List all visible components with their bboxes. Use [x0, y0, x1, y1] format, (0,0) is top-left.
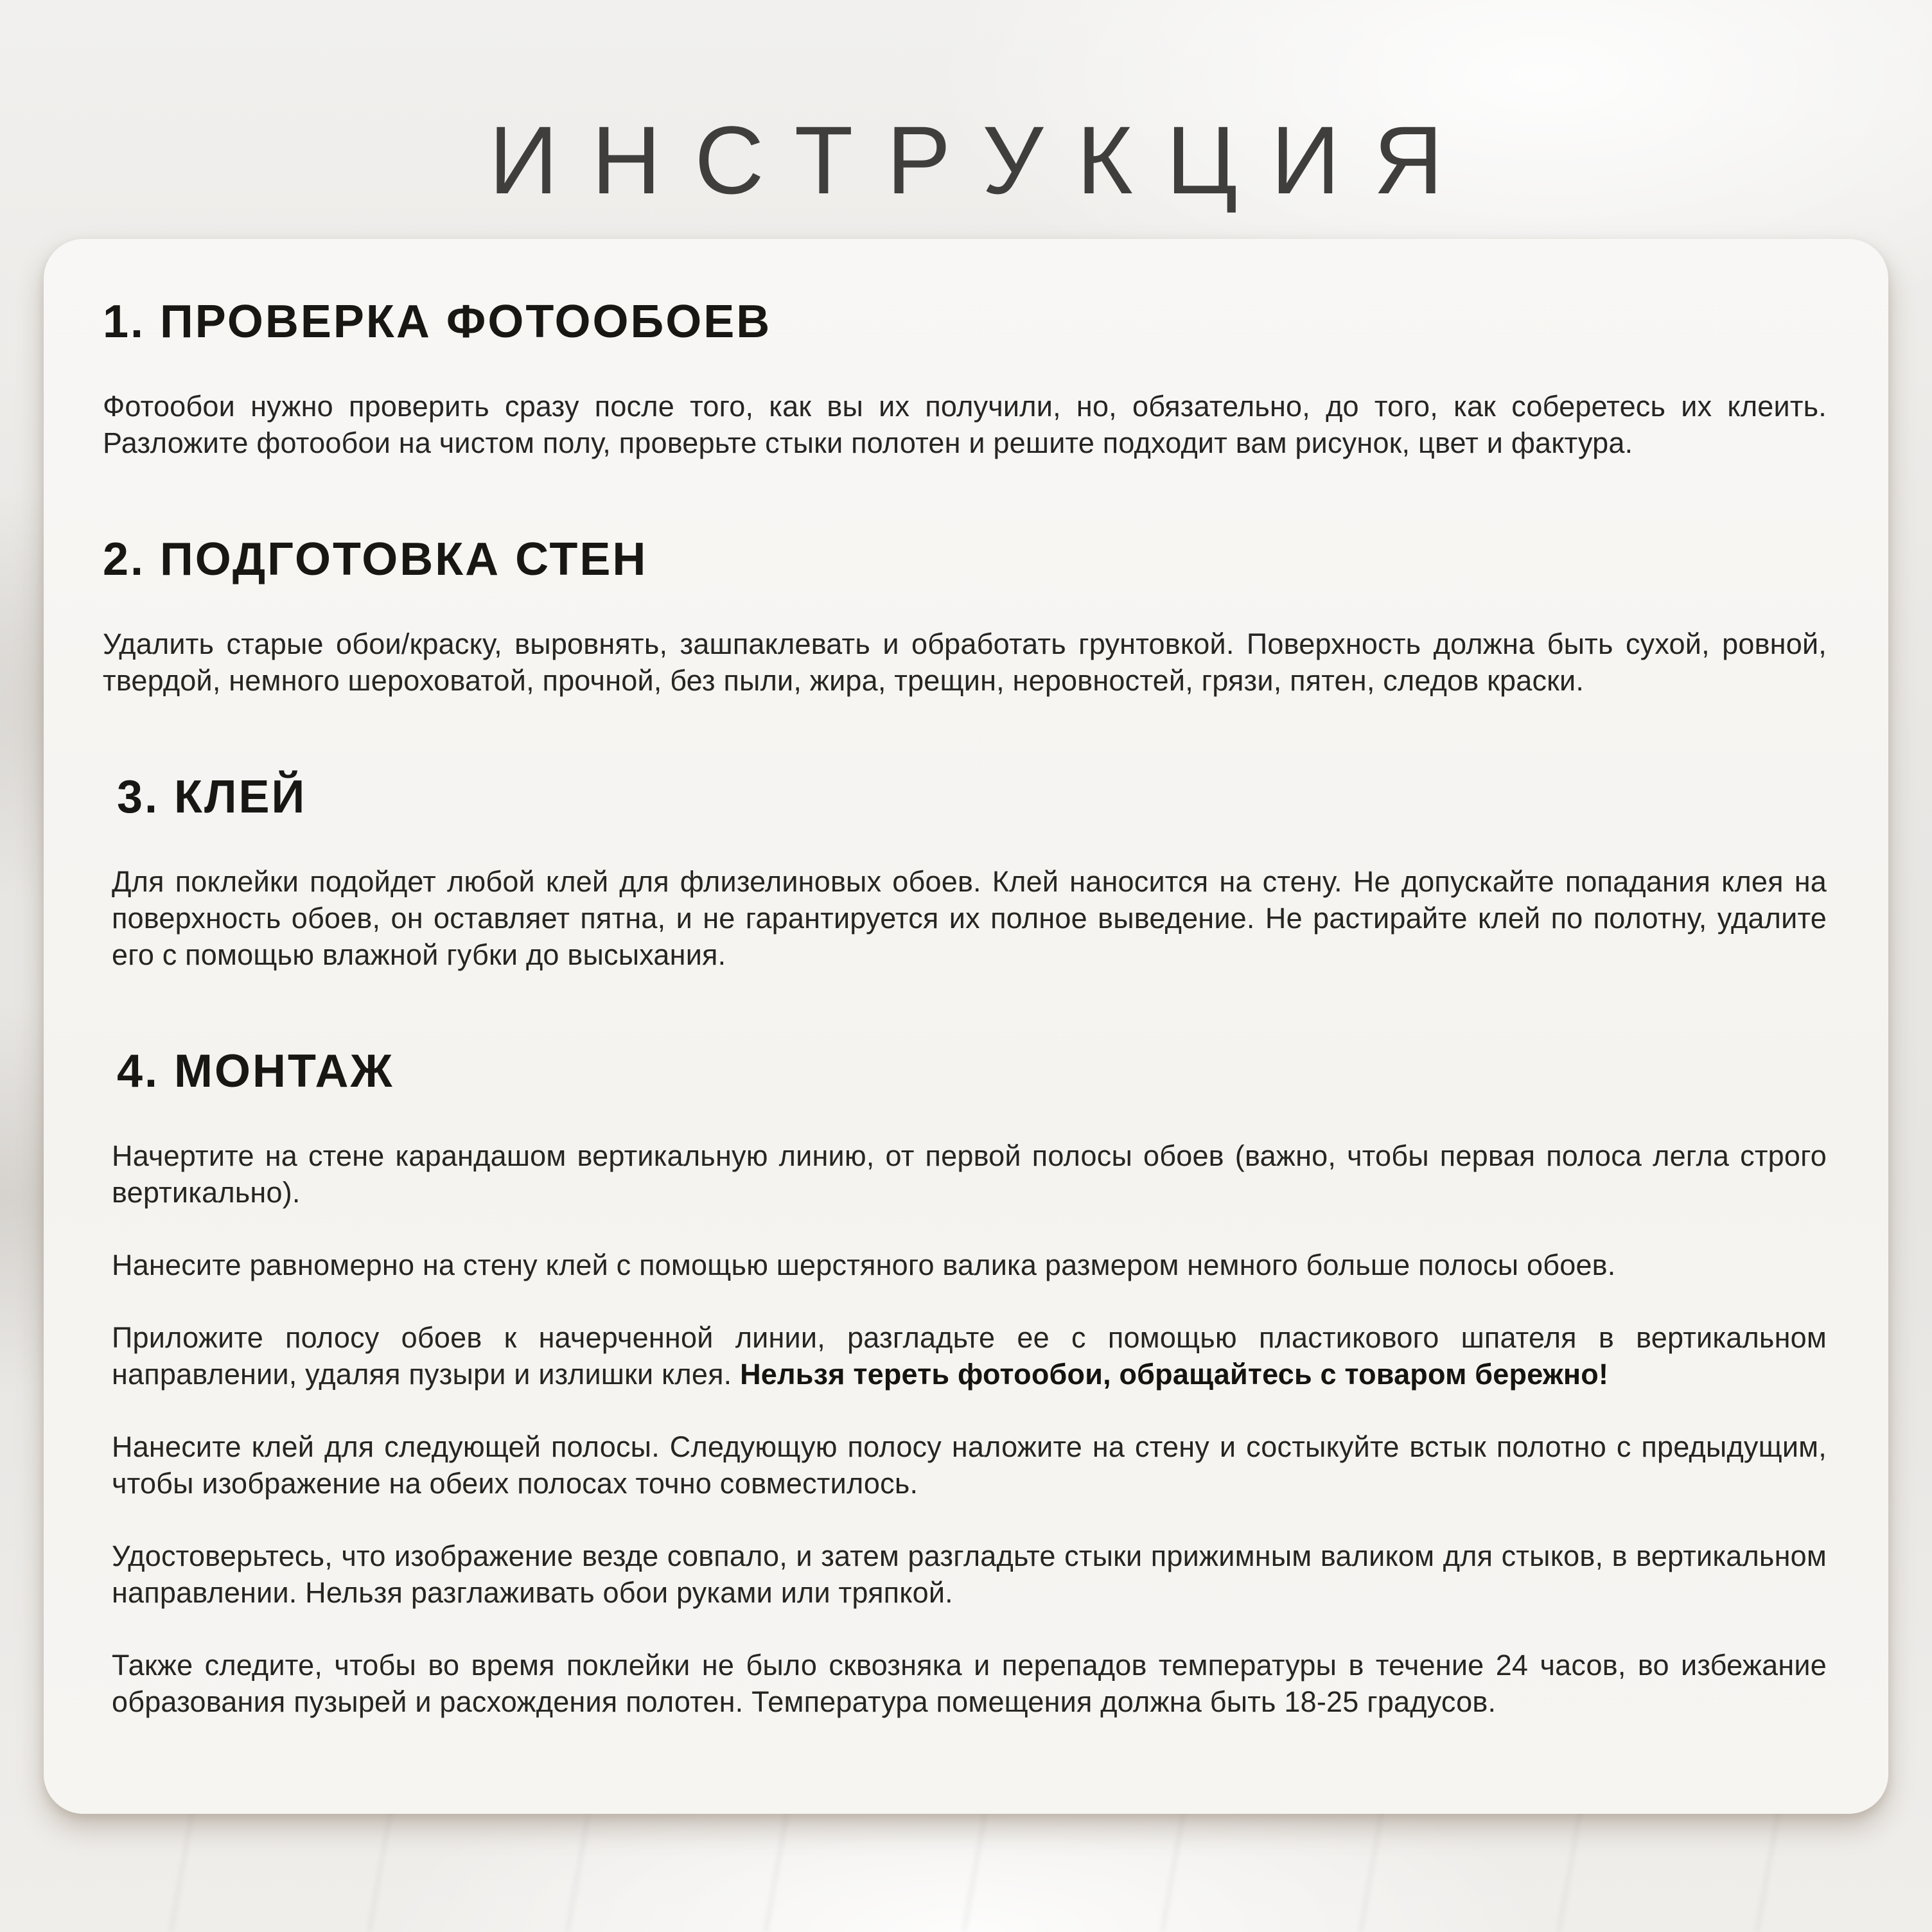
- section-paragraph: Начертите на стене карандашом вертикальную линию, от первой полосы обоев (важно, чтобы первая полоса легла строго вертикально).: [112, 1139, 1827, 1209]
- paragraph-text: Приложите полосу обоев к начерченной линии, разгладьте ее с помощью пластикового шпателя в вертикальном направлении, удаляя пузыри и излишки клея.: [112, 1321, 1827, 1391]
- section-paragraph: Нанесите клей для следующей полосы. Следующую полосу наложите на стену и состыкуйте встык полотно с предыдущим, чтобы изображение на обеих полосах точно совместилось.: [112, 1430, 1827, 1500]
- section-heading: 2. ПОДГОТОВКА СТЕН: [103, 534, 648, 585]
- section-paragraph: Фотообои нужно проверить сразу после того, как вы их получили, но, обязательно, до того, как соберетесь их клеить. Разложите фотообои на чистом полу, проверьте стыки полотен и решите подходит вам рисунок, цвет и фактура.: [103, 390, 1827, 459]
- section-heading: 4. МОНТАЖ: [117, 1046, 394, 1097]
- section-paragraph: Удостоверьтесь, что изображение везде совпало, и затем разгладьте стыки прижимным валиком для стыков, в вертикальном направлении. Нельзя разглаживать обои руками или тряпкой.: [112, 1540, 1827, 1609]
- section-paragraph: Нанесите равномерно на стену клей с помощью шерстяного валика размером немного больше полосы обоев.: [112, 1249, 1616, 1281]
- section-wall-preparation: [103, 533, 1827, 699]
- section-paragraph: Для поклейки подойдет любой клей для флизелиновых обоев. Клей наносится на стену. Не допускайте попадания клея на поверхность обоев, он оставляет пятна, и не гарантируется их полное выведение. Не растирайте клей по полотну, удалите его с помощью влажной губки до высыхания.: [112, 865, 1827, 971]
- paragraph-bold-warning: Нельзя тереть фотообои, обращайтесь с товаром бережно!: [740, 1358, 1609, 1391]
- instruction-card: [44, 239, 1888, 1814]
- section-heading: 1. ПРОВЕРКА ФОТООБОЕВ: [103, 296, 772, 347]
- section-paragraph: Также следите, чтобы во время поклейки не было сквозняка и перепадов температуры в течение 24 часов, во избежание образования пузырей и расхождения полотен. Температура помещения должна быть 18-25 градусов.: [112, 1649, 1827, 1718]
- section-installation: [103, 1045, 1827, 1720]
- section-paragraph: Удалить старые обои/краску, выровнять, зашпаклевать и обработать грунтовкой. Поверхность должна быть сухой, ровной, твердой, немного шероховатой, прочной, без пыли, жира, трещин, неровностей, грязи, пятен, следов краски.: [103, 628, 1827, 697]
- section-heading: 3. КЛЕЙ: [117, 771, 307, 823]
- page-title: ИНСТРУКЦИЯ: [489, 105, 1477, 214]
- section-check-wallpaper: [103, 295, 1827, 461]
- section-glue: [103, 771, 1827, 973]
- section-paragraph: [103, 1319, 1827, 1392]
